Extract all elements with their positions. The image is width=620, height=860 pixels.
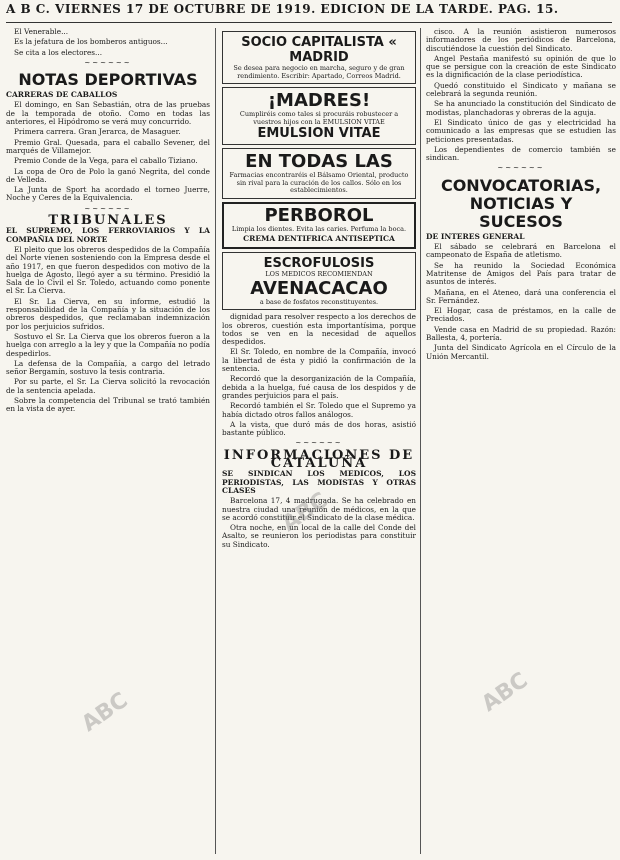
intro-paragraph: Se cita a los electores... (14, 47, 103, 57)
ad-avenacacao-title: ESCROFULOSIS (263, 256, 375, 272)
sports-paragraph: La Junta de Sport ha acordado el torneo Juerre, Noche y Ceres de la Equivalencia. (6, 185, 210, 203)
article-paragraph: Recordó también el Sr. Toledo que el Supremo ya había dictado otros fallos análogos. (222, 401, 416, 419)
sports-paragraph: Premio Gral. Quesada, para el caballo Sevener, del marqués de Villamejor. (6, 137, 210, 155)
courts-paragraph: El pleito que los obreros despedidos de la Compañía del Norte vienen sosteniendo con la Empresa desde el año 1917, en que fueron despedidos con motivo de la huelga de Agosto, llegó ayer a su término. Presidió la Sala de lo Civil el Sr. Toledo, actuando como ponente el Sr. La Cierva. (6, 244, 210, 296)
syndicate-paragraph: cisco. A la reunión asistieron numerosos informadores de los periódicos de Barcelona, discutiéndose la cuestión del Sindicato. (426, 28, 616, 53)
ad-avenacacao (222, 252, 416, 310)
notices-subtitle: DE INTERES GENERAL (426, 231, 525, 241)
ad-avenacacao-sub: LOS MEDICOS RECOMIENDAN (265, 270, 373, 279)
article-paragraph: dignidad para resolver respecto a los derechos de los obreros, cuestión esta importantísima, porque todos se ven en la necesidad de aquellos despedidos. (222, 312, 416, 347)
watermark: ABC (277, 487, 333, 538)
ad-todas-text: Farmacias encontraréis el Bálsamo Oriental, producto sin rival para la curación de los callos. Sólo en los establecimientos. (229, 171, 409, 194)
ad-perborol-sub: CREMA DENTIFRICA ANTISEPTICA (243, 234, 395, 243)
notice-paragraph: Mañana, en el Ateneo, dará una conferencia el Sr. Fernández. (426, 287, 616, 305)
courts-paragraph: Sostuvo el Sr. La Cierva que los obreros fueron a la huelga con arreglo a la ley y que la Compañía no podía despedirlos. (6, 331, 210, 358)
ad-todas (222, 148, 416, 199)
catalonia-title: INFORMACIONES DE CATALUÑA (223, 447, 415, 472)
ad-madres-brand: EMULSION VITAE (257, 126, 381, 141)
sports-paragraph: La copa de Oro de Polo la ganó Negrita, del conde de Velleda. (6, 166, 210, 184)
ad-todas-title: EN TODAS LAS (245, 151, 393, 172)
catalonia-subtitle: SE SINDICAN LOS MEDICOS, LOS PERIODISTAS, LAS MODISTAS Y OTRAS CLASES (222, 469, 416, 495)
notice-paragraph: El Hogar, casa de préstamos, en la calle de Preciados. (426, 306, 616, 324)
catalonia-paragraph: Otra noche, en un local de la calle del Conde del Asalto, se reunieron los periodistas para constituir su Sindicato. (222, 523, 416, 549)
ad-avenacacao-text: a base de fosfatos reconstituyentes. (259, 297, 379, 306)
courts-subtitle: EL SUPREMO, LOS FERROVIARIOS Y LA COMPAÑIA DEL NORTE (6, 226, 210, 244)
catalonia-paragraph: Barcelona 17, 4 madrugada. Se ha celebrado en nuestra ciudad una reunión de médicos, en la que se acordó constituir el Sindicato de la clase médica. (222, 496, 416, 522)
courts-paragraph: Por su parte, el Sr. La Cierva solicitó la revocación de la sentencia apelada. (6, 377, 210, 395)
sports-paragraph: Primera carrera. Gran Jerarca, de Masaguer. (14, 127, 181, 137)
syndicate-paragraph: El Sindicato único de gas y electricidad ha comunicado a las empresas que se estudien las peticiones presentadas. (426, 117, 616, 144)
header-rule (6, 22, 612, 23)
ad-avenacacao-brand: AVENACACAO (250, 277, 388, 299)
courts-paragraph: La defensa de la Compañía, a cargo del letrado señor Bergamín, sostuvo la tesis contraria. (6, 358, 210, 377)
column-2 (222, 28, 416, 854)
column-rule (215, 28, 216, 854)
ornament-divider: ~~~~~~ (84, 204, 132, 213)
ad-perborol-text: Limpia los dientes. Evita las caries. Perfuma la boca. (231, 224, 407, 233)
ad-socio-text: Se desea para negocio en marcha, seguro y de gran rendimiento. Escribir: Apartado, Correos Madrid. (233, 64, 405, 80)
column-rule (420, 28, 421, 854)
column-1 (6, 28, 210, 854)
sports-paragraph: El domingo, en San Sebastián, otra de las pruebas de la temporada de otoño. Como en todas las anteriores, el Hipódromo se verá muy concurrido. (6, 100, 210, 127)
ornament-divider: ~~~~~~ (295, 439, 343, 448)
ornament-divider: ~~~~~~ (497, 164, 545, 173)
syndicate-paragraph: Quedó constituido el Sindicato y mañana se celebrará la segunda reunión. (426, 80, 616, 99)
page-header: A B C. VIERNES 17 DE OCTUBRE DE 1919. EDICION DE LA TARDE. PAG. 15. (6, 2, 559, 16)
ad-madres (222, 87, 416, 145)
notices-title: CONVOCATORIAS, NOTICIAS Y SUCESOS (440, 175, 602, 231)
ornament-divider: ~~~~~~ (84, 58, 132, 67)
sports-subtitle: CARRERAS DE CABALLOS (6, 90, 118, 100)
notice-paragraph: Se ha reunido la Sociedad Económica Matritense de Amigos del País para tratar de asuntos de interés. (426, 260, 616, 287)
sports-title: NOTAS DEPORTIVAS (18, 70, 198, 90)
article-paragraph: A la vista, que duró más de dos horas, asistió bastante público. (222, 419, 416, 438)
watermark: ABC (77, 687, 133, 738)
watermark: ABC (477, 667, 533, 718)
intro-paragraph: El Venerable... (14, 28, 69, 36)
syndicate-paragraph: Se ha anunciado la constitución del Sindicato de modistas, planchadoras y obreras de la aguja. (426, 99, 616, 117)
notice-paragraph: El sábado se celebrará en Barcelona el campeonato de España de atletismo. (426, 242, 616, 260)
intro-paragraph: Es la jefatura de los bomberos antiguos... (14, 37, 168, 47)
notice-paragraph: Vende casa en Madrid de su propiedad. Razón: Ballesta, 4, portería. (426, 324, 616, 343)
syndicate-paragraph: Angel Pestaña manifestó su opinión de que lo que se persigue con la creación de este Sindicato es la dignificación de la clase periodística. (426, 53, 616, 80)
sports-paragraph: Premio Conde de la Vega, para el caballo Tiziano. (14, 156, 198, 166)
ad-perborol-title: PERBOROL (264, 204, 374, 226)
syndicate-paragraph: Los dependientes de comercio también se sindican. (426, 144, 616, 163)
ad-socio-title: SOCIO CAPITALISTA « MADRID (241, 35, 397, 65)
article-paragraph: El Sr. Toledo, en nombre de la Compañía, invocó la libertad de ésta y pidió la confirmación de la sentencia. (222, 347, 416, 374)
ad-madres-text: Cumpliréis como tales si procuráis robustecer a vuestros hijos con la EMULSION VITAE (239, 110, 399, 126)
courts-paragraph: Sobre la competencia del Tribunal se trató también en la vista de ayer. (6, 395, 210, 414)
ad-socio (222, 31, 416, 84)
courts-paragraph: El Sr. La Cierva, en su informe, estudió la responsabilidad de la Compañía y la situación de los obreros despedidos, que reclamaban indemnización por los perjuicios sufridos. (6, 296, 210, 331)
article-paragraph: Recordó que la desorganización de la Compañía, debida a la huelga, fué causa de los despidos y de grandes perjuicios para el país. (222, 374, 416, 400)
ad-madres-title: ¡MADRES! (267, 90, 371, 111)
notice-paragraph: Junta del Sindicato Agrícola en el Círculo de la Unión Mercantil. (426, 343, 616, 361)
column-3 (426, 28, 616, 854)
courts-title: TRIBUNALES (48, 213, 168, 229)
ad-perborol (222, 202, 416, 250)
